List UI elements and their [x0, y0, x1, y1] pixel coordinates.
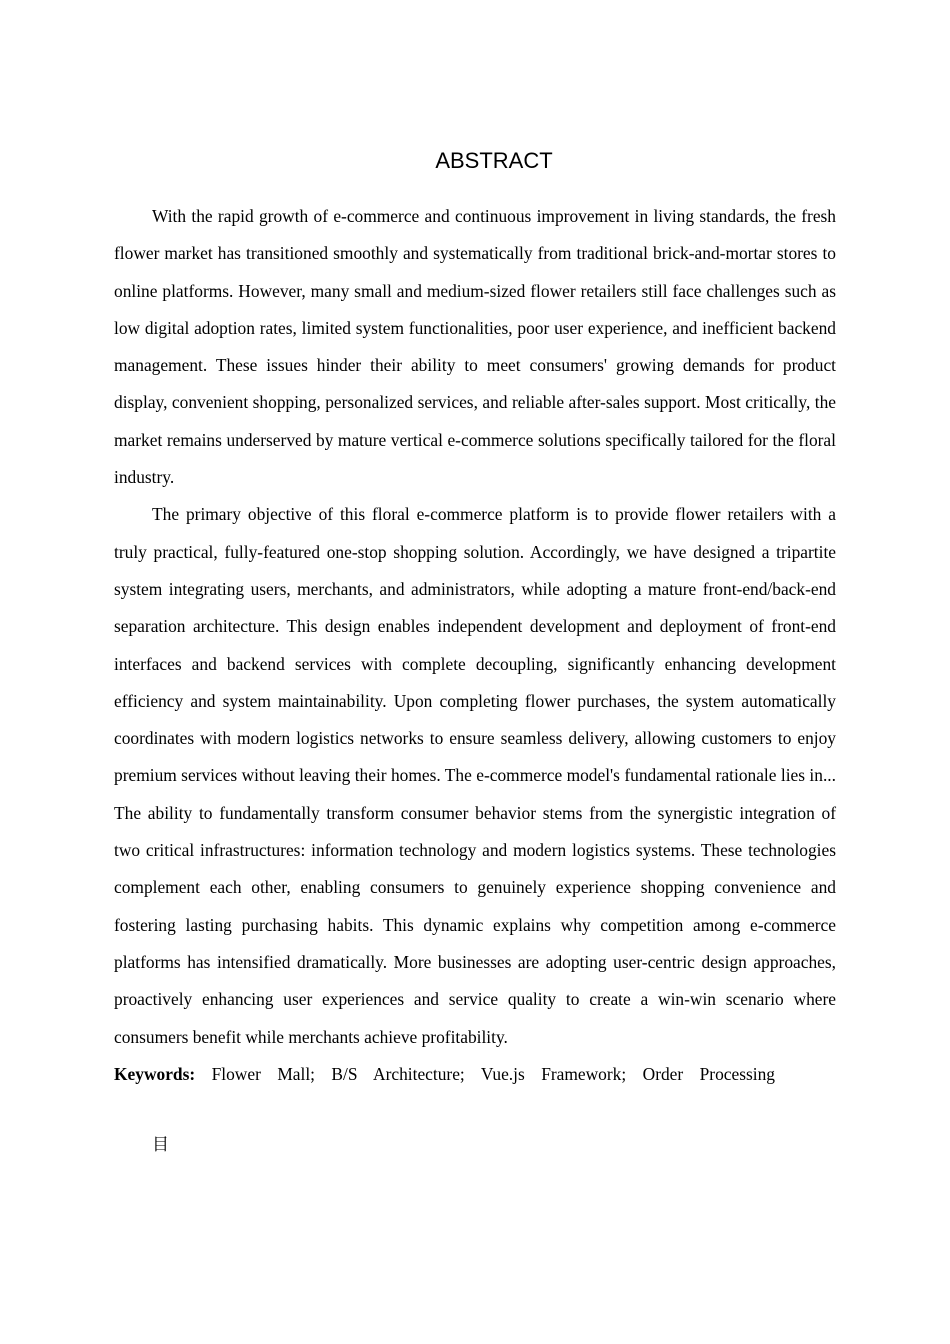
abstract-paragraph-2: The primary objective of this floral e-commerce platform is to provide flower retailers with a truly practical, fully-featured one-stop shopping solution. Accordingly, we have designed a tripartite system integrating users, merchants, and administrators, while adopting a mature front-end/back-end separation architecture. This design enables independent development and deployment of front-end interfaces and backend services with complete decoupling, significantly enhancing development efficiency and system maintainability. Upon completing flower purchases, the system automatically coordinates with modern logistics networks to ensure seamless delivery, allowing customers to enjoy premium services without leaving their homes. The e-commerce model's fundamental rationale lies in... The ability to fundamentally transform consumer behavior stems from the synergistic integration of two critical infrastructures: information technology and modern logistics systems. These technologies complement each other, enabling consumers to genuinely experience shopping convenience and fostering lasting purchasing habits. This dynamic explains why competition among e-commerce platforms has intensified dramatically. More businesses are adopting user-centric design approaches, proactively enhancing user experiences and service quality to create a win-win scenario where consumers benefit while merchants achieve profitability.	[114, 504, 836, 1047]
keywords-line	[114, 1056, 775, 1093]
keywords-text: Flower Mall; B/S Architecture; Vue.js Framework; Order Processing	[211, 1063, 775, 1084]
abstract-body	[114, 198, 836, 1093]
abstract-paragraph-1: With the rapid growth of e-commerce and continuous improvement in living standards, the fresh flower market has transitioned smoothly and systematically from traditional brick-and-mortar stores to online platforms. However, many small and medium-sized flower retailers still face challenges such as low digital adoption rates, limited system functionalities, poor user experience, and inefficient backend management. These issues hinder their ability to meet consumers' growing demands for product display, convenient shopping, personalized services, and reliable after-sales support. Most critically, the market remains underserved by mature vertical e-commerce solutions specifically tailored for the floral industry.	[114, 206, 836, 488]
keywords-label: Keywords:	[114, 1063, 196, 1084]
toc-heading-fragment: 目	[152, 1135, 169, 1155]
abstract-title: ABSTRACT	[435, 148, 553, 173]
